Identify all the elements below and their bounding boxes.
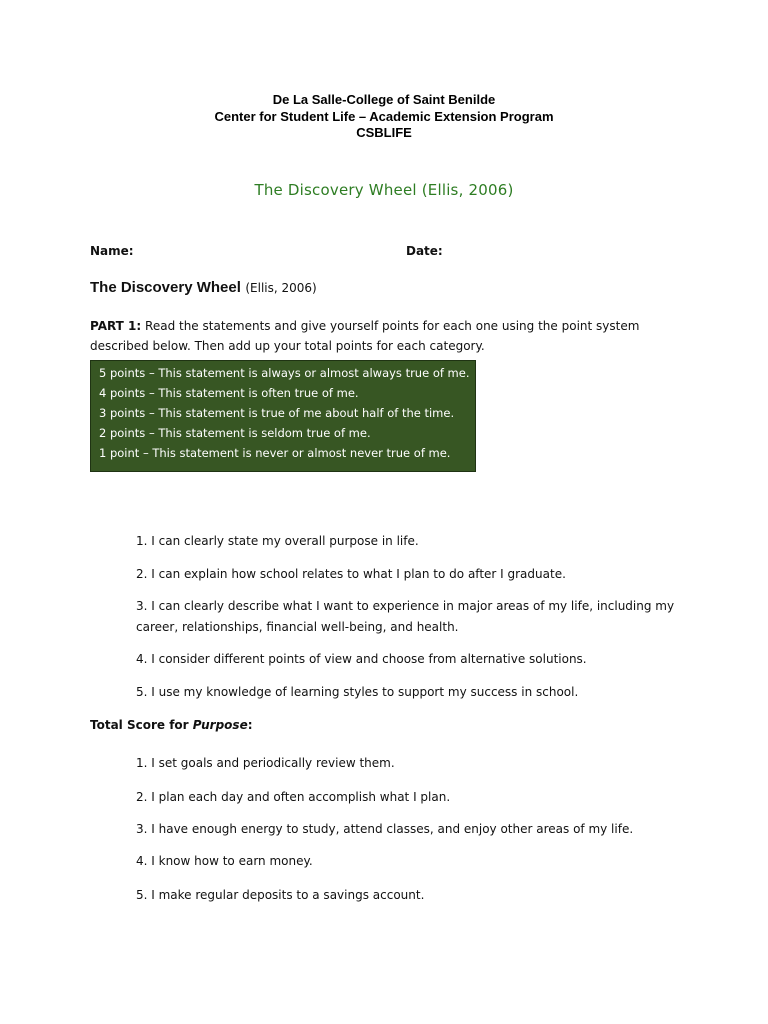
date-label: Date: xyxy=(406,244,443,258)
part1-text: Read the statements and give yourself points for each one using the point system described below. Then add up your total points for each category. xyxy=(90,319,640,353)
header-line-2: Center for Student Life – Academic Extension Program xyxy=(214,108,554,124)
resources-statement: 2. I plan each day and often accomplish what I plan. xyxy=(136,790,451,804)
purpose-statement: 4. I consider different points of view and choose from alternative solutions. xyxy=(136,652,587,666)
section-heading-citation: (Ellis, 2006) xyxy=(245,281,317,295)
total-score-category: Purpose xyxy=(192,718,248,732)
point-scale-item: 2 points – This statement is seldom true of me. xyxy=(99,426,371,440)
resources-statement: 4. I know how to earn money. xyxy=(136,854,313,868)
resources-statement: 5. I make regular deposits to a savings account. xyxy=(136,888,425,902)
total-score-purpose xyxy=(90,718,253,732)
section-heading-main: The Discovery Wheel xyxy=(90,279,241,296)
resources-statement: 3. I have enough energy to study, attend classes, and enjoy other areas of my life. xyxy=(136,822,634,836)
purpose-statement: 3. I can clearly describe what I want to experience in major areas of my life, including my career, relationships, financial well-being, and health. xyxy=(136,599,675,634)
header-line-3: CSBLIFE xyxy=(356,125,412,140)
purpose-statement: 2. I can explain how school relates to what I plan to do after I graduate. xyxy=(136,567,566,581)
purpose-statement: 5. I use my knowledge of learning styles to support my success in school. xyxy=(136,685,579,699)
part1-instructions xyxy=(90,316,670,356)
point-scale-item: 1 point – This statement is never or almost never true of me. xyxy=(99,446,451,460)
name-label: Name: xyxy=(90,244,134,258)
point-scale-item: 3 points – This statement is true of me about half of the time. xyxy=(99,406,455,420)
purpose-statement: 1. I can clearly state my overall purpose in life. xyxy=(136,534,419,548)
resources-statement: 1. I set goals and periodically review them. xyxy=(136,756,395,770)
part1-label: PART 1: xyxy=(90,319,142,333)
institution-header xyxy=(0,92,768,142)
document-title: The Discovery Wheel (Ellis, 2006) xyxy=(254,181,514,199)
point-scale-item: 4 points – This statement is often true of me. xyxy=(99,386,359,400)
total-score-suffix: : xyxy=(247,718,253,732)
total-score-prefix: Total Score for xyxy=(90,718,193,732)
section-heading xyxy=(90,279,317,296)
point-scale-item: 5 points – This statement is always or almost always true of me. xyxy=(99,366,470,380)
point-scale-box xyxy=(90,360,476,472)
header-line-1: De La Salle-College of Saint Benilde xyxy=(272,92,496,107)
